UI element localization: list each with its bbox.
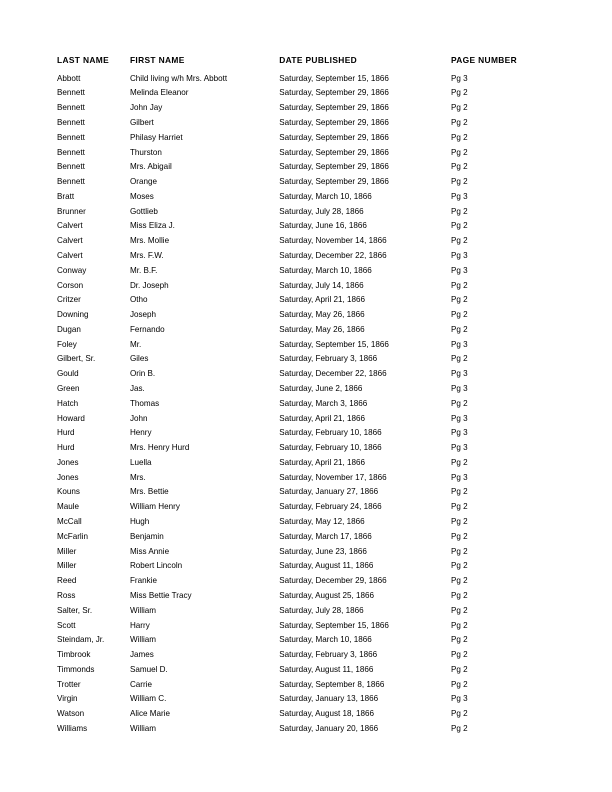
cell-date-published: Saturday, November 14, 1866 bbox=[279, 236, 387, 246]
table-row bbox=[57, 234, 552, 249]
cell-last-name: Bennett bbox=[57, 132, 85, 142]
table-row bbox=[57, 707, 552, 722]
table-row bbox=[57, 72, 552, 87]
cell-date-published: Saturday, December 22, 1866 bbox=[279, 250, 387, 260]
table-row bbox=[57, 485, 552, 500]
cell-date-published: Saturday, September 29, 1866 bbox=[279, 117, 389, 127]
cell-first-name: William bbox=[129, 635, 157, 645]
cell-date-published: Saturday, August 25, 1866 bbox=[279, 590, 375, 600]
cell-page-number: Pg 3 bbox=[450, 339, 468, 349]
cell-date-published: Saturday, March 10, 1866 bbox=[279, 191, 372, 201]
table-row bbox=[57, 338, 552, 353]
table-row bbox=[57, 604, 552, 619]
table-row bbox=[57, 545, 552, 560]
cell-page-number: Pg 2 bbox=[450, 723, 468, 733]
cell-last-name: Bennett bbox=[57, 162, 85, 172]
cell-last-name: Green bbox=[57, 384, 80, 393]
cell-page-number: Pg 2 bbox=[450, 221, 468, 231]
cell-date-published: Saturday, May 12, 1866 bbox=[279, 517, 365, 527]
cell-date-published: Saturday, September 15, 1866 bbox=[279, 73, 389, 83]
table-row bbox=[57, 86, 552, 101]
cell-first-name: Frankie bbox=[129, 576, 157, 586]
cell-page-number: Pg 2 bbox=[450, 487, 468, 497]
table-row bbox=[57, 205, 552, 220]
cell-last-name: Jones bbox=[57, 457, 79, 467]
table-row bbox=[57, 412, 552, 427]
table-row bbox=[57, 722, 552, 737]
cell-first-name: William C. bbox=[129, 694, 167, 704]
cell-date-published: Saturday, September 15, 1866 bbox=[279, 339, 389, 349]
table-row bbox=[57, 382, 552, 397]
table-row bbox=[57, 131, 552, 146]
cell-date-published: Saturday, January 13, 1866 bbox=[279, 694, 379, 704]
cell-date-published: Saturday, May 26, 1866 bbox=[279, 324, 365, 334]
cell-first-name: William Henry bbox=[129, 502, 180, 512]
table-row bbox=[57, 249, 552, 264]
cell-date-published: Saturday, July 28, 1866 bbox=[279, 605, 364, 615]
cell-page-number: Pg 2 bbox=[450, 457, 468, 467]
table-row bbox=[57, 456, 552, 471]
cell-last-name: Hurd bbox=[57, 428, 75, 438]
cell-last-name: Corson bbox=[57, 280, 84, 290]
cell-date-published: Saturday, August 11, 1866 bbox=[279, 664, 374, 674]
cell-date-published: Saturday, January 20, 1866 bbox=[279, 723, 379, 733]
table-row bbox=[57, 471, 552, 486]
cell-last-name: Timbrook bbox=[57, 650, 91, 660]
cell-last-name: Kouns bbox=[57, 487, 80, 497]
cell-page-number: Pg 2 bbox=[450, 635, 468, 645]
cell-page-number: Pg 2 bbox=[450, 517, 468, 527]
cell-first-name: Child living w/h Mrs. Abbott bbox=[129, 73, 228, 83]
table-row bbox=[57, 515, 552, 530]
cell-date-published: Saturday, February 3, 1866 bbox=[279, 650, 378, 660]
cell-first-name: Mrs. F.W. bbox=[129, 250, 164, 260]
cell-first-name: Miss Annie bbox=[129, 546, 170, 556]
cell-page-number: Pg 2 bbox=[450, 502, 468, 512]
cell-first-name: Mrs. Mollie bbox=[129, 236, 170, 246]
cell-date-published: Saturday, March 3, 1866 bbox=[279, 398, 368, 408]
cell-first-name: Orin B. bbox=[129, 369, 156, 379]
cell-date-published: Saturday, February 10, 1866 bbox=[279, 428, 382, 438]
cell-last-name: Miller bbox=[57, 561, 77, 571]
cell-page-number: Pg 3 bbox=[450, 191, 468, 201]
cell-first-name: Luella bbox=[129, 457, 152, 467]
cell-page-number: Pg 2 bbox=[450, 605, 468, 615]
cell-date-published: Saturday, November 17, 1866 bbox=[279, 472, 387, 482]
cell-first-name: Joseph bbox=[129, 310, 157, 320]
table-row bbox=[57, 352, 552, 367]
cell-first-name: Mrs. Bettie bbox=[129, 487, 169, 497]
cell-last-name: Williams bbox=[57, 723, 88, 733]
table-row bbox=[57, 397, 552, 412]
cell-page-number: Pg 3 bbox=[450, 413, 468, 423]
cell-first-name: Hugh bbox=[129, 517, 150, 527]
cell-date-published: Saturday, April 21, 1866 bbox=[279, 295, 366, 305]
cell-date-published: Saturday, September 29, 1866 bbox=[279, 162, 389, 172]
cell-first-name: Thomas bbox=[129, 398, 160, 408]
cell-date-published: Saturday, March 10, 1866 bbox=[279, 635, 372, 645]
cell-page-number: Pg 3 bbox=[450, 384, 468, 393]
cell-page-number: Pg 3 bbox=[450, 472, 468, 482]
cell-last-name: Calvert bbox=[57, 236, 83, 246]
cell-last-name: Bennett bbox=[57, 117, 85, 127]
cell-first-name: Henry bbox=[129, 428, 152, 438]
cell-page-number: Pg 2 bbox=[450, 561, 468, 571]
cell-date-published: Saturday, August 18, 1866 bbox=[279, 709, 375, 719]
cell-page-number: Pg 2 bbox=[450, 177, 468, 187]
table-row bbox=[57, 692, 552, 707]
cell-first-name: Samuel D. bbox=[129, 664, 168, 674]
cell-last-name: Ross bbox=[57, 590, 76, 600]
cell-date-published: Saturday, June 23, 1866 bbox=[279, 546, 367, 556]
cell-first-name: Alice Marie bbox=[129, 709, 170, 719]
cell-page-number: Pg 3 bbox=[450, 73, 468, 83]
cell-page-number: Pg 3 bbox=[450, 265, 468, 275]
cell-last-name: Bratt bbox=[57, 191, 75, 201]
cell-last-name: Conway bbox=[57, 265, 87, 275]
table-row bbox=[57, 308, 552, 323]
table-row bbox=[57, 426, 552, 441]
table-row bbox=[57, 500, 552, 515]
cell-date-published: Saturday, February 24, 1866 bbox=[279, 502, 382, 512]
cell-page-number: Pg 2 bbox=[450, 709, 468, 719]
table-row bbox=[57, 633, 552, 648]
column-header-first-name: FIRST NAME bbox=[129, 55, 185, 65]
table-row bbox=[57, 219, 552, 234]
cell-page-number: Pg 2 bbox=[450, 117, 468, 127]
cell-page-number: Pg 2 bbox=[450, 531, 468, 541]
cell-page-number: Pg 3 bbox=[450, 369, 468, 379]
table-row bbox=[57, 530, 552, 545]
table-row bbox=[57, 574, 552, 589]
table-row bbox=[57, 441, 552, 456]
cell-last-name: Hurd bbox=[57, 443, 75, 453]
cell-page-number: Pg 2 bbox=[450, 546, 468, 556]
cell-last-name: Hatch bbox=[57, 398, 79, 408]
cell-page-number: Pg 2 bbox=[450, 324, 468, 334]
cell-page-number: Pg 2 bbox=[450, 398, 468, 408]
cell-first-name: Carrie bbox=[129, 679, 152, 689]
table-row bbox=[57, 367, 552, 382]
obituary-index-table bbox=[57, 55, 552, 737]
cell-last-name: Howard bbox=[57, 413, 85, 423]
cell-date-published: Saturday, December 22, 1866 bbox=[279, 369, 387, 379]
cell-first-name: Gilbert bbox=[129, 117, 154, 127]
cell-page-number: Pg 2 bbox=[450, 280, 468, 290]
cell-last-name: Downing bbox=[57, 310, 89, 320]
table-row bbox=[57, 116, 552, 131]
cell-first-name: Jas. bbox=[129, 384, 145, 393]
cell-last-name: Watson bbox=[57, 709, 85, 719]
cell-last-name: Timmonds bbox=[57, 664, 95, 674]
cell-page-number: Pg 2 bbox=[450, 206, 468, 216]
cell-date-published: Saturday, September 29, 1866 bbox=[279, 132, 389, 142]
cell-page-number: Pg 2 bbox=[450, 147, 468, 157]
cell-last-name: Miller bbox=[57, 546, 77, 556]
cell-last-name: Jones bbox=[57, 472, 79, 482]
cell-date-published: Saturday, September 8, 1866 bbox=[279, 679, 385, 689]
cell-last-name: Bennett bbox=[57, 103, 85, 113]
cell-last-name: McFarlin bbox=[57, 531, 89, 541]
cell-last-name: Gilbert, Sr. bbox=[57, 354, 96, 364]
cell-date-published: Saturday, June 16, 1866 bbox=[279, 221, 367, 231]
cell-first-name: Moses bbox=[129, 191, 154, 201]
cell-page-number: Pg 2 bbox=[450, 236, 468, 246]
cell-last-name: Dugan bbox=[57, 324, 81, 334]
cell-first-name: Mrs. bbox=[129, 472, 146, 482]
column-header-date-published: DATE PUBLISHED bbox=[279, 55, 358, 65]
cell-page-number: Pg 2 bbox=[450, 132, 468, 142]
cell-date-published: Saturday, December 29, 1866 bbox=[279, 576, 387, 586]
table-row bbox=[57, 293, 552, 308]
cell-last-name: Bennett bbox=[57, 88, 85, 98]
table-header-row bbox=[57, 55, 552, 72]
cell-first-name: Harry bbox=[129, 620, 150, 630]
cell-last-name: Brunner bbox=[57, 206, 86, 216]
cell-last-name: Gould bbox=[57, 369, 79, 379]
cell-first-name: Mr. B.F. bbox=[129, 265, 158, 275]
cell-first-name: John Jay bbox=[129, 103, 163, 113]
cell-date-published: Saturday, September 29, 1866 bbox=[279, 88, 389, 98]
table-header bbox=[57, 55, 552, 72]
cell-first-name: William bbox=[129, 605, 157, 615]
cell-first-name: Melinda Eleanor bbox=[129, 88, 189, 98]
cell-last-name: Reed bbox=[57, 576, 77, 586]
cell-date-published: Saturday, February 3, 1866 bbox=[279, 354, 378, 364]
cell-date-published: Saturday, September 29, 1866 bbox=[279, 177, 389, 187]
cell-last-name: Bennett bbox=[57, 147, 85, 157]
table-row bbox=[57, 146, 552, 161]
cell-last-name: Critzer bbox=[57, 295, 81, 305]
cell-date-published: Saturday, April 21, 1866 bbox=[279, 457, 366, 467]
table-body bbox=[57, 72, 552, 737]
cell-date-published: Saturday, June 2, 1866 bbox=[279, 384, 363, 393]
cell-first-name: Otho bbox=[129, 295, 148, 305]
cell-date-published: Saturday, September 15, 1866 bbox=[279, 620, 389, 630]
cell-first-name: Mr. bbox=[129, 339, 142, 349]
cell-first-name: Miss Eliza J. bbox=[129, 221, 175, 231]
cell-last-name: Scott bbox=[57, 620, 76, 630]
cell-page-number: Pg 3 bbox=[450, 443, 468, 453]
table-row bbox=[57, 323, 552, 338]
cell-last-name: Abbott bbox=[57, 73, 81, 83]
cell-page-number: Pg 2 bbox=[450, 310, 468, 320]
cell-first-name: Giles bbox=[129, 354, 149, 364]
cell-date-published: Saturday, September 29, 1866 bbox=[279, 147, 389, 157]
cell-last-name: Calvert bbox=[57, 250, 83, 260]
column-header-last-name: LAST NAME bbox=[57, 55, 110, 65]
cell-date-published: Saturday, February 10, 1866 bbox=[279, 443, 382, 453]
cell-date-published: Saturday, May 26, 1866 bbox=[279, 310, 365, 320]
cell-page-number: Pg 2 bbox=[450, 664, 468, 674]
cell-page-number: Pg 3 bbox=[450, 694, 468, 704]
cell-date-published: Saturday, August 11, 1866 bbox=[279, 561, 374, 571]
cell-page-number: Pg 3 bbox=[450, 250, 468, 260]
table-row bbox=[57, 619, 552, 634]
cell-first-name: Dr. Joseph bbox=[129, 280, 169, 290]
cell-last-name: Foley bbox=[57, 339, 77, 349]
table-row bbox=[57, 160, 552, 175]
cell-page-number: Pg 2 bbox=[450, 295, 468, 305]
cell-first-name: William bbox=[129, 723, 157, 733]
cell-date-published: Saturday, July 14, 1866 bbox=[279, 280, 364, 290]
cell-last-name: Steindam, Jr. bbox=[57, 635, 105, 645]
column-header-page-number: PAGE NUMBER bbox=[450, 55, 518, 65]
cell-first-name: Robert Lincoln bbox=[129, 561, 183, 571]
cell-last-name: Trotter bbox=[57, 679, 81, 689]
cell-date-published: Saturday, September 29, 1866 bbox=[279, 103, 389, 113]
cell-first-name: Thurston bbox=[129, 147, 162, 157]
cell-page-number: Pg 3 bbox=[450, 428, 468, 438]
table-row bbox=[57, 175, 552, 190]
cell-date-published: Saturday, January 27, 1866 bbox=[279, 487, 379, 497]
table-row bbox=[57, 190, 552, 205]
cell-first-name: Fernando bbox=[129, 324, 165, 334]
cell-first-name: Miss Bettie Tracy bbox=[129, 590, 192, 600]
cell-last-name: Salter, Sr. bbox=[57, 605, 93, 615]
cell-page-number: Pg 2 bbox=[450, 88, 468, 98]
cell-first-name: Philasy Harriet bbox=[129, 132, 183, 142]
table-row bbox=[57, 559, 552, 574]
cell-date-published: Saturday, March 10, 1866 bbox=[279, 265, 372, 275]
cell-date-published: Saturday, April 21, 1866 bbox=[279, 413, 366, 423]
table-row bbox=[57, 663, 552, 678]
cell-last-name: Maule bbox=[57, 502, 80, 512]
cell-last-name: Bennett bbox=[57, 177, 85, 187]
cell-last-name: McCall bbox=[57, 517, 82, 527]
cell-page-number: Pg 2 bbox=[450, 103, 468, 113]
cell-first-name: Gottlieb bbox=[129, 206, 158, 216]
cell-date-published: Saturday, March 17, 1866 bbox=[279, 531, 372, 541]
cell-first-name: Mrs. Henry Hurd bbox=[129, 443, 190, 453]
cell-first-name: John bbox=[129, 413, 148, 423]
table-row bbox=[57, 589, 552, 604]
cell-first-name: Mrs. Abigail bbox=[129, 162, 172, 172]
cell-first-name: Benjamin bbox=[129, 531, 164, 541]
cell-last-name: Calvert bbox=[57, 221, 83, 231]
table-row bbox=[57, 648, 552, 663]
table-row bbox=[57, 101, 552, 116]
table-row bbox=[57, 264, 552, 279]
cell-page-number: Pg 2 bbox=[450, 620, 468, 630]
cell-page-number: Pg 2 bbox=[450, 162, 468, 172]
cell-page-number: Pg 2 bbox=[450, 354, 468, 364]
cell-first-name: James bbox=[129, 650, 154, 660]
cell-page-number: Pg 2 bbox=[450, 590, 468, 600]
cell-page-number: Pg 2 bbox=[450, 576, 468, 586]
cell-page-number: Pg 2 bbox=[450, 650, 468, 660]
cell-page-number: Pg 2 bbox=[450, 679, 468, 689]
cell-date-published: Saturday, July 28, 1866 bbox=[279, 206, 364, 216]
cell-first-name: Orange bbox=[129, 177, 157, 187]
table-row bbox=[57, 279, 552, 294]
cell-last-name: Virgin bbox=[57, 694, 78, 704]
table-row bbox=[57, 678, 552, 693]
